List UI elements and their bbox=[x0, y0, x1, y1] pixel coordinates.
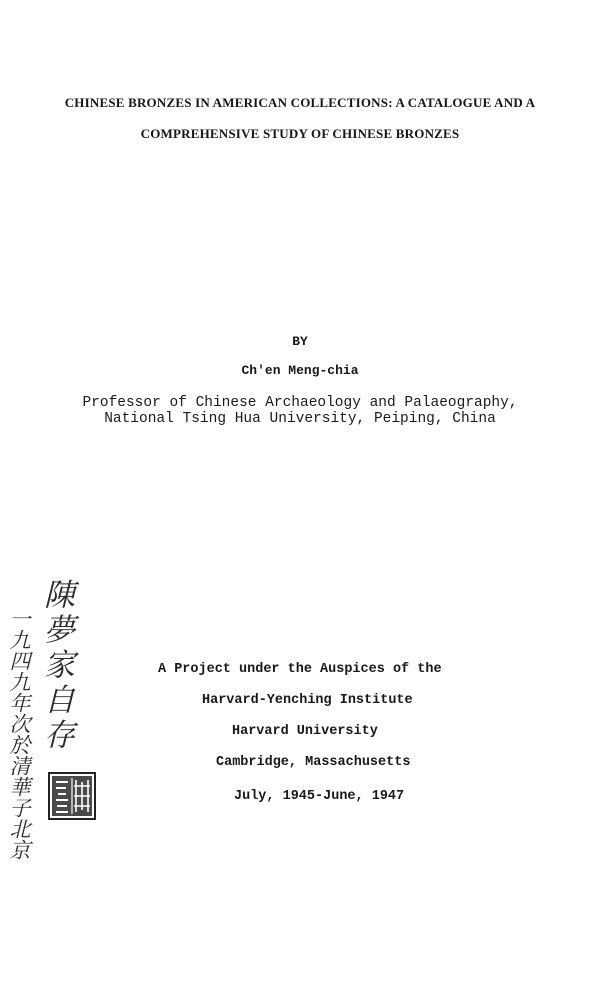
seal-stamp bbox=[48, 772, 96, 820]
project-line-auspices: A Project under the Auspices of the bbox=[158, 662, 442, 677]
document-title-line-1: CHINESE BRONZES IN AMERICAN COLLECTIONS: A CATALOGUE AND A bbox=[64, 95, 536, 110]
by-label: BY bbox=[292, 334, 308, 349]
project-line-dates: July, 1945-June, 1947 bbox=[234, 789, 405, 804]
document-title-line-2: COMPREHENSIVE STUDY OF CHINESE BRONZES bbox=[140, 126, 460, 141]
project-line-location: Cambridge, Massachusetts bbox=[216, 755, 411, 770]
project-line-institute: Harvard-Yenching Institute bbox=[202, 693, 413, 708]
project-line-university: Harvard University bbox=[232, 724, 378, 739]
author-affiliation-line-2: National Tsing Hua University, Peiping, China bbox=[104, 411, 496, 427]
handwritten-date-inscription: 一九四九年次於清華子北京 bbox=[7, 608, 31, 860]
author-name: Ch'en Meng-chia bbox=[241, 363, 359, 378]
handwritten-owner-inscription: 陳夢家自存 bbox=[38, 578, 74, 753]
author-affiliation-line-1: Professor of Chinese Archaeology and Palaeography, bbox=[82, 395, 518, 411]
